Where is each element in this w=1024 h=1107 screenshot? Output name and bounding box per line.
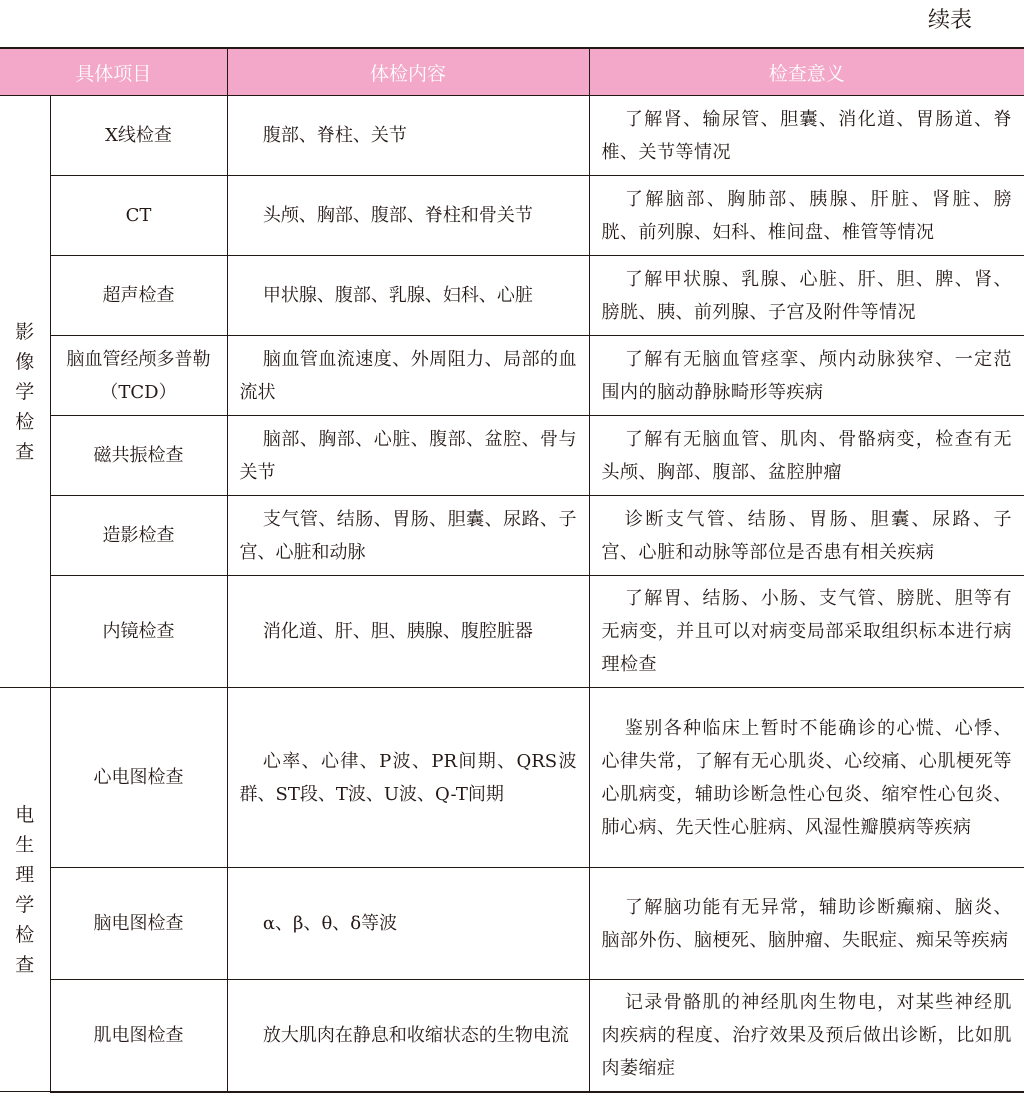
meaning-cell: 了解有无脑血管痉挛、颅内动脉狭窄、一定范围内的脑动静脉畸形等疾病 <box>589 336 1024 416</box>
item-cell: 脑电图检查 <box>50 868 227 980</box>
item-cell: 超声检查 <box>50 256 227 336</box>
content-cell: α、β、θ、δ等波 <box>227 868 589 980</box>
table-row <box>0 416 1024 496</box>
meaning-cell: 了解脑功能有无异常，辅助诊断癫痫、脑炎、脑部外伤、脑梗死、脑肿瘤、失眠症、痴呆等疾病 <box>589 868 1024 980</box>
table-caption: 续表 <box>927 8 972 33</box>
item-cell: CT <box>50 176 227 256</box>
content-cell: 甲状腺、腹部、乳腺、妇科、心脏 <box>227 256 589 336</box>
table-row <box>0 336 1024 416</box>
meaning-cell: 了解甲状腺、乳腺、心脏、肝、胆、脾、肾、膀胱、胰、前列腺、子宫及附件等情况 <box>589 256 1024 336</box>
item-cell: 磁共振检查 <box>50 416 227 496</box>
item-cell: 内镜检查 <box>50 576 227 688</box>
content-cell: 脑部、胸部、心脏、腹部、盆腔、骨与关节 <box>227 416 589 496</box>
content-cell: 腹部、脊柱、关节 <box>227 96 589 176</box>
header-content: 体检内容 <box>227 48 589 96</box>
item-cell: 肌电图检查 <box>50 980 227 1092</box>
table-row <box>0 176 1024 256</box>
item-cell: 心电图检查 <box>50 688 227 868</box>
group-label-electrophysiology: 电生理学检查 <box>0 688 50 1092</box>
table-row <box>0 96 1024 176</box>
exam-table <box>0 47 1024 1093</box>
table-row <box>0 576 1024 688</box>
content-cell: 放大肌肉在静息和收缩状态的生物电流 <box>227 980 589 1092</box>
table-row <box>0 980 1024 1092</box>
table-row <box>0 496 1024 576</box>
meaning-cell: 了解胃、结肠、小肠、支气管、膀胱、胆等有无病变，并且可以对病变局部采取组织标本进行病理检查 <box>589 576 1024 688</box>
meaning-cell: 了解有无脑血管、肌肉、骨骼病变，检查有无头颅、胸部、腹部、盆腔肿瘤 <box>589 416 1024 496</box>
meaning-cell: 诊断支气管、结肠、胃肠、胆囊、尿路、子宫、心脏和动脉等部位是否患有相关疾病 <box>589 496 1024 576</box>
content-cell: 支气管、结肠、胃肠、胆囊、尿路、子宫、心脏和动脉 <box>227 496 589 576</box>
meaning-cell: 了解脑部、胸肺部、胰腺、肝脏、肾脏、膀胱、前列腺、妇科、椎间盘、椎管等情况 <box>589 176 1024 256</box>
item-cell: 造影检查 <box>50 496 227 576</box>
content-cell: 脑血管血流速度、外周阻力、局部的血流状 <box>227 336 589 416</box>
content-cell: 心率、心律、P波、PR间期、QRS波群、ST段、T波、U波、Q-T间期 <box>227 688 589 868</box>
table-row <box>0 688 1024 868</box>
meaning-cell: 鉴别各种临床上暂时不能确诊的心慌、心悸、心律失常，了解有无心肌炎、心绞痛、心肌梗死等心肌病变，辅助诊断急性心包炎、缩窄性心包炎、肺心病、先天性心脏病、风湿性瓣膜病等疾病 <box>589 688 1024 868</box>
table-row <box>0 868 1024 980</box>
meaning-cell: 了解肾、输尿管、胆囊、消化道、胃肠道、脊椎、关节等情况 <box>589 96 1024 176</box>
group-label-imaging: 影像学检查 <box>0 96 50 688</box>
header-meaning: 检查意义 <box>589 48 1024 96</box>
content-cell: 头颅、胸部、腹部、脊柱和骨关节 <box>227 176 589 256</box>
meaning-cell: 记录骨骼肌的神经肌肉生物电，对某些神经肌肉疾病的程度、治疗效果及预后做出诊断，比如肌肉萎缩症 <box>589 980 1024 1092</box>
item-cell: 脑血管经颅多普勒（TCD） <box>50 336 227 416</box>
content-cell: 消化道、肝、胆、胰腺、腹腔脏器 <box>227 576 589 688</box>
header-row <box>0 48 1024 96</box>
table-body <box>0 96 1024 1092</box>
table-row <box>0 256 1024 336</box>
header-item: 具体项目 <box>0 48 227 96</box>
table-header <box>0 48 1024 96</box>
item-cell: X线检查 <box>50 96 227 176</box>
